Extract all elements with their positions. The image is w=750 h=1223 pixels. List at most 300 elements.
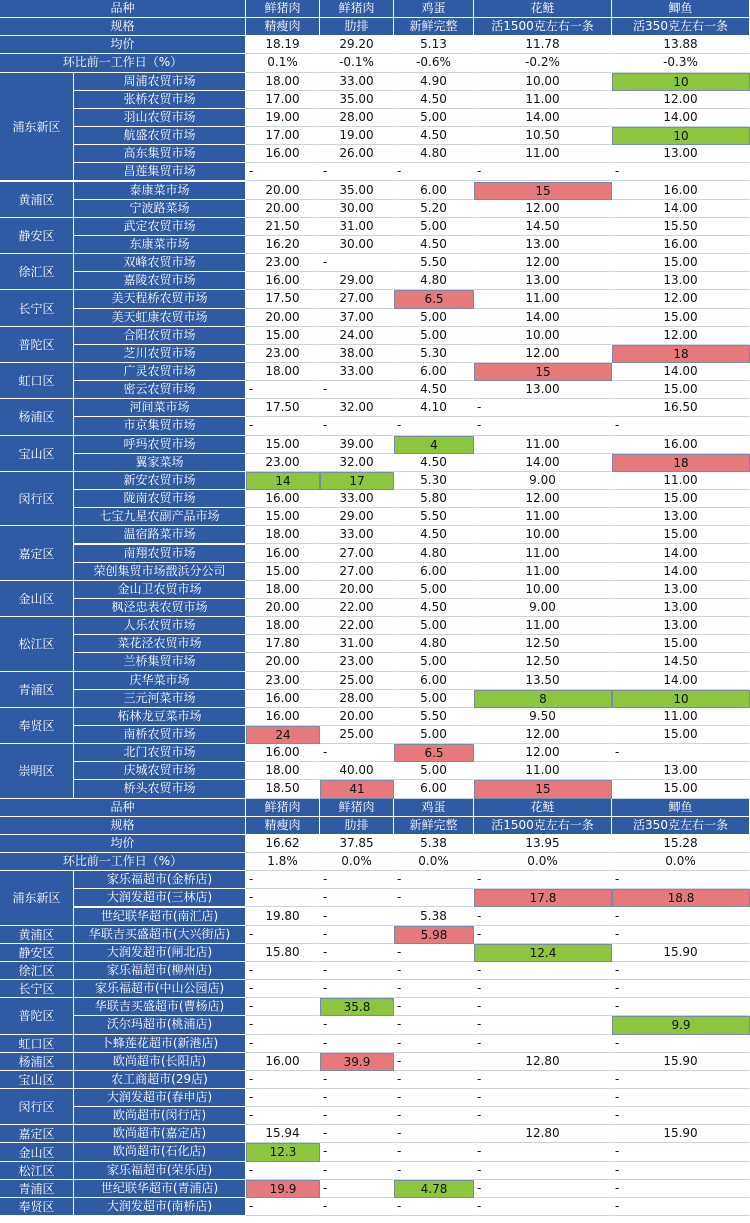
price-cell: 13.00 xyxy=(474,236,612,254)
header-item-row-label: 品种 xyxy=(0,0,246,18)
price-cell: 23.00 xyxy=(320,653,394,671)
market-name: 周浦农贸市场 xyxy=(74,73,246,91)
price-cell: 16.00 xyxy=(246,145,320,163)
district-label: 嘉定区 xyxy=(0,526,74,580)
price-cell: 10 xyxy=(612,690,750,708)
table-row xyxy=(0,218,750,236)
market-name: 昌莲集贸市场 xyxy=(74,163,246,181)
price-cell: 15.00 xyxy=(246,508,320,526)
average-price-row-col-3: 5.38 xyxy=(394,835,474,853)
price-cell: - xyxy=(246,1198,320,1216)
price-cell: 14.00 xyxy=(474,109,612,127)
price-cell: - xyxy=(246,1071,320,1089)
price-cell: 18 xyxy=(612,345,750,363)
price-cell: 6.00 xyxy=(394,672,474,690)
price-cell: 4.50 xyxy=(394,599,474,617)
district-label: 静安区 xyxy=(0,944,74,962)
table-row xyxy=(0,690,750,708)
table-row xyxy=(0,345,750,363)
district-label: 青浦区 xyxy=(0,1180,74,1198)
average-price-row xyxy=(0,36,750,54)
price-cell: 15.80 xyxy=(246,944,320,962)
price-cell: 13.00 xyxy=(612,145,750,163)
table-row xyxy=(0,73,750,91)
price-cell: 27.00 xyxy=(320,545,394,563)
price-cell: 40.00 xyxy=(320,762,394,780)
price-cell: 18.00 xyxy=(246,762,320,780)
price-cell: 4.90 xyxy=(394,73,474,91)
average-price-row-col-4: 11.78 xyxy=(474,36,612,54)
district-label: 闵行区 xyxy=(0,472,74,526)
price-cell: - xyxy=(612,1180,750,1198)
price-cell: 23.00 xyxy=(246,454,320,472)
price-cell: 26.00 xyxy=(320,145,394,163)
change-row-label: 环比前一工作日（%） xyxy=(0,853,246,871)
price-cell: 11.00 xyxy=(474,545,612,563)
price-cell: - xyxy=(246,926,320,944)
price-cell: 13.00 xyxy=(612,762,750,780)
table-row xyxy=(0,163,750,181)
price-cell: 28.00 xyxy=(320,690,394,708)
district-label: 黄浦区 xyxy=(0,926,74,944)
price-cell: 25.00 xyxy=(320,672,394,690)
district-label: 奉贤区 xyxy=(0,708,74,744)
price-cell: 11.00 xyxy=(474,508,612,526)
price-cell: 10 xyxy=(612,73,750,91)
price-cell: - xyxy=(474,417,612,435)
price-cell: 39.9 xyxy=(320,1053,394,1071)
price-cell: 17.00 xyxy=(246,127,320,145)
price-cell: - xyxy=(474,998,612,1016)
header-spec-row-col-3: 新鲜完整 xyxy=(394,18,474,36)
change-row-col-5: -0.3% xyxy=(612,54,750,72)
price-cell: 11.00 xyxy=(612,472,750,490)
price-cell: - xyxy=(394,1162,474,1180)
price-cell: 11.00 xyxy=(474,145,612,163)
price-cell: - xyxy=(394,163,474,181)
price-cell: 14.50 xyxy=(612,653,750,671)
price-cell: 13.00 xyxy=(612,272,750,290)
market-name: 河间菜市场 xyxy=(74,399,246,417)
price-cell: - xyxy=(474,1198,612,1216)
market-name: 欧尚超市(闵行店) xyxy=(74,1107,246,1125)
price-cell: 35.00 xyxy=(320,91,394,109)
price-cell: 16.00 xyxy=(612,182,750,200)
price-cell: 28.00 xyxy=(320,109,394,127)
district-label: 徐汇区 xyxy=(0,962,74,980)
header-spec-row-col-1: 精瘦肉 xyxy=(246,817,320,835)
header-item-row-col-2: 鲜猪肉 xyxy=(320,799,394,817)
table-row xyxy=(0,1089,750,1107)
price-cell: 20.00 xyxy=(246,309,320,327)
price-cell: 10.00 xyxy=(474,73,612,91)
market-name: 美天程桥农贸市场 xyxy=(74,290,246,308)
header-item-row-col-1: 鲜猪肉 xyxy=(246,0,320,18)
price-cell: - xyxy=(474,871,612,889)
table-row xyxy=(0,871,750,889)
price-cell: 14.00 xyxy=(612,672,750,690)
price-cell: - xyxy=(394,417,474,435)
price-cell: 4.50 xyxy=(394,236,474,254)
price-cell: 18.00 xyxy=(246,581,320,599)
table-row xyxy=(0,980,750,998)
price-cell: - xyxy=(246,1016,320,1034)
table-row xyxy=(0,399,750,417)
table-row xyxy=(0,200,750,218)
price-cell: 20.00 xyxy=(246,200,320,218)
district-label: 长宁区 xyxy=(0,980,74,998)
price-cell: 18.00 xyxy=(246,73,320,91)
price-cell: 5.00 xyxy=(394,309,474,327)
district-label: 长宁区 xyxy=(0,290,74,326)
header-spec-row-col-5: 活350克左右一条 xyxy=(612,18,750,36)
table-row xyxy=(0,653,750,671)
price-cell: - xyxy=(474,908,612,926)
average-price-row xyxy=(0,835,750,853)
district-label: 青浦区 xyxy=(0,672,74,708)
district-label: 奉贤区 xyxy=(0,1198,74,1216)
district-label: 宝山区 xyxy=(0,436,74,472)
price-cell: 14.00 xyxy=(612,563,750,581)
market-name: 芝川农贸市场 xyxy=(74,345,246,363)
market-name: 枫泾忠表农贸市场 xyxy=(74,599,246,617)
table-row xyxy=(0,1053,750,1071)
price-cell: 12.80 xyxy=(474,1125,612,1143)
table-row xyxy=(0,236,750,254)
price-cell: 4.78 xyxy=(394,1180,474,1198)
price-cell: - xyxy=(320,1035,394,1053)
header-spec-row-label: 规格 xyxy=(0,18,246,36)
price-cell: 15.00 xyxy=(612,726,750,744)
price-cell: 37.00 xyxy=(320,309,394,327)
price-cell: 39.00 xyxy=(320,436,394,454)
market-name: 东康菜市场 xyxy=(74,236,246,254)
price-cell: - xyxy=(612,871,750,889)
market-name: 合阳农贸市场 xyxy=(74,327,246,345)
change-row-col-4: -0.2% xyxy=(474,54,612,72)
header-spec-row-col-1: 精瘦肉 xyxy=(246,18,320,36)
price-cell: 5.38 xyxy=(394,908,474,926)
market-name: 翼家菜场 xyxy=(74,454,246,472)
price-cell: 15.00 xyxy=(246,563,320,581)
price-cell: - xyxy=(474,1016,612,1034)
table-row xyxy=(0,490,750,508)
price-cell: 13.00 xyxy=(474,381,612,399)
price-cell: 13.50 xyxy=(474,672,612,690)
header-item-row-col-3: 鸡蛋 xyxy=(394,799,474,817)
price-cell: - xyxy=(474,1071,612,1089)
market-name: 双峰农贸市场 xyxy=(74,254,246,272)
price-cell: - xyxy=(394,1071,474,1089)
price-cell: 29.00 xyxy=(320,508,394,526)
change-row-col-4: 0.0% xyxy=(474,853,612,871)
price-cell: 11.00 xyxy=(474,436,612,454)
price-cell: 10.00 xyxy=(474,526,612,544)
price-cell: 15.90 xyxy=(612,1053,750,1071)
market-name: 柘林龙豆菜市场 xyxy=(74,708,246,726)
change-row-col-5: 0.0% xyxy=(612,853,750,871)
price-cell: - xyxy=(394,1053,474,1071)
average-price-row-col-1: 18.19 xyxy=(246,36,320,54)
change-row-col-1: 1.8% xyxy=(246,853,320,871)
price-cell: 5.00 xyxy=(394,218,474,236)
table-row xyxy=(0,744,750,762)
price-cell: 15 xyxy=(474,780,612,798)
market-name: 呼玛农贸市场 xyxy=(74,436,246,454)
price-cell: 25.00 xyxy=(320,726,394,744)
price-cell: 5.00 xyxy=(394,726,474,744)
price-cell: - xyxy=(394,1125,474,1143)
price-cell: 5.98 xyxy=(394,926,474,944)
table-row xyxy=(0,926,750,944)
price-cell: 6.00 xyxy=(394,182,474,200)
market-name: 兰桥集贸市场 xyxy=(74,653,246,671)
table-row xyxy=(0,381,750,399)
district-label: 浦东新区 xyxy=(0,871,74,925)
market-name: 新安农贸市场 xyxy=(74,472,246,490)
market-name: 桥头农贸市场 xyxy=(74,780,246,798)
price-cell: 13.00 xyxy=(612,508,750,526)
table-row xyxy=(0,526,750,544)
table-row xyxy=(0,91,750,109)
price-cell: 9.00 xyxy=(474,472,612,490)
price-cell: - xyxy=(474,1162,612,1180)
market-name: 南桥农贸市场 xyxy=(74,726,246,744)
header-spec-row-col-3: 新鲜完整 xyxy=(394,817,474,835)
market-name: 羽山农贸市场 xyxy=(74,109,246,127)
price-cell: - xyxy=(320,381,394,399)
price-cell: 11.00 xyxy=(474,290,612,308)
market-name: 卜蜂莲花超市(新港店) xyxy=(74,1035,246,1053)
district-label: 闵行区 xyxy=(0,1089,74,1125)
price-cell: - xyxy=(474,1180,612,1198)
price-cell: 15.00 xyxy=(246,436,320,454)
average-price-row-col-2: 29.20 xyxy=(320,36,394,54)
district-label: 普陀区 xyxy=(0,998,74,1034)
price-cell: 14.00 xyxy=(612,109,750,127)
price-cell: 13.00 xyxy=(474,272,612,290)
price-cell: 11.00 xyxy=(474,617,612,635)
price-cell: 20.00 xyxy=(246,653,320,671)
price-cell: 16.00 xyxy=(246,1053,320,1071)
price-cell: 16.00 xyxy=(246,708,320,726)
price-cell: 9.00 xyxy=(474,599,612,617)
average-price-row-col-5: 15.28 xyxy=(612,835,750,853)
price-cell: - xyxy=(320,1016,394,1034)
table-row xyxy=(0,672,750,690)
price-cell: - xyxy=(612,1107,750,1125)
market-name: 欧尚超市(嘉定店) xyxy=(74,1125,246,1143)
market-name: 密云农贸市场 xyxy=(74,381,246,399)
market-name: 宁波路菜场 xyxy=(74,200,246,218)
district-label: 虹口区 xyxy=(0,1035,74,1053)
price-cell: - xyxy=(246,163,320,181)
market-name: 嘉陵农贸市场 xyxy=(74,272,246,290)
district-label: 浦东新区 xyxy=(0,73,74,182)
price-cell: 13.00 xyxy=(612,581,750,599)
price-cell: 30.00 xyxy=(320,236,394,254)
price-cell: 14.00 xyxy=(474,454,612,472)
price-cell: 6.5 xyxy=(394,290,474,308)
price-cell: 15.00 xyxy=(612,780,750,798)
market-name: 世纪联华超市(南汇店) xyxy=(74,908,246,926)
district-label: 松江区 xyxy=(0,1162,74,1180)
table-row xyxy=(0,599,750,617)
table-row xyxy=(0,780,750,798)
price-cell: - xyxy=(612,926,750,944)
market-name: 南翔农贸市场 xyxy=(74,545,246,563)
average-price-row-label: 均价 xyxy=(0,835,246,853)
header-item-row-col-4: 花鲢 xyxy=(474,799,612,817)
change-row-col-2: -0.1% xyxy=(320,54,394,72)
table-row xyxy=(0,1071,750,1089)
price-cell: - xyxy=(320,926,394,944)
market-name: 航盛农贸市场 xyxy=(74,127,246,145)
change-row-col-1: 0.1% xyxy=(246,54,320,72)
price-cell: 12.00 xyxy=(612,91,750,109)
price-cell: 16.00 xyxy=(246,690,320,708)
price-cell: 20.00 xyxy=(246,182,320,200)
price-cell: - xyxy=(246,1035,320,1053)
price-cell: - xyxy=(612,417,750,435)
price-cell: 15.00 xyxy=(246,327,320,345)
price-cell: 4 xyxy=(394,436,474,454)
price-cell: - xyxy=(320,889,394,907)
price-cell: - xyxy=(246,980,320,998)
price-cell: - xyxy=(612,744,750,762)
market-name: 七宝九星农副产品市场 xyxy=(74,508,246,526)
header-spec-row xyxy=(0,18,750,36)
district-label: 虹口区 xyxy=(0,363,74,399)
price-cell: 22.00 xyxy=(320,599,394,617)
price-cell: 32.00 xyxy=(320,399,394,417)
price-cell: - xyxy=(612,1089,750,1107)
price-cell: 6.00 xyxy=(394,780,474,798)
price-cell: - xyxy=(320,980,394,998)
price-cell: 11.00 xyxy=(474,563,612,581)
price-cell: - xyxy=(320,254,394,272)
price-cell: 41 xyxy=(320,780,394,798)
price-cell: - xyxy=(246,871,320,889)
price-cell: 4.80 xyxy=(394,635,474,653)
price-cell: 14.00 xyxy=(612,200,750,218)
price-cell: - xyxy=(474,1035,612,1053)
price-cell: - xyxy=(320,1162,394,1180)
table-row xyxy=(0,436,750,454)
header-spec-row-col-4: 活1500克左右一条 xyxy=(474,18,612,36)
table-row xyxy=(0,563,750,581)
price-cell: 20.00 xyxy=(246,599,320,617)
price-cell: 19.80 xyxy=(246,908,320,926)
price-cell: 27.00 xyxy=(320,290,394,308)
price-cell: 5.00 xyxy=(394,327,474,345)
price-cell: 15.90 xyxy=(612,1125,750,1143)
table-row xyxy=(0,290,750,308)
price-cell: - xyxy=(246,381,320,399)
price-cell: 15.90 xyxy=(612,944,750,962)
price-cell: 15.94 xyxy=(246,1125,320,1143)
price-cell: - xyxy=(320,1180,394,1198)
price-cell: 38.00 xyxy=(320,345,394,363)
price-cell: - xyxy=(394,871,474,889)
price-cell: 15.00 xyxy=(612,490,750,508)
table-row xyxy=(0,581,750,599)
price-cell: 16.00 xyxy=(612,236,750,254)
price-cell: 29.00 xyxy=(320,272,394,290)
price-cell: 16.20 xyxy=(246,236,320,254)
market-name: 人乐农贸市场 xyxy=(74,617,246,635)
price-cell: 14.50 xyxy=(474,218,612,236)
market-name: 家乐福超市(柳州店) xyxy=(74,962,246,980)
change-row xyxy=(0,54,750,72)
price-cell: 6.00 xyxy=(394,363,474,381)
price-cell: 5.00 xyxy=(394,690,474,708)
price-cell: 4.80 xyxy=(394,545,474,563)
table-row xyxy=(0,363,750,381)
average-price-row-col-3: 5.13 xyxy=(394,36,474,54)
price-cell: 16.00 xyxy=(246,744,320,762)
market-name: 家乐福超市(金桥店) xyxy=(74,871,246,889)
price-cell: - xyxy=(394,889,474,907)
price-cell: 27.00 xyxy=(320,563,394,581)
market-name: 庆城农贸市场 xyxy=(74,762,246,780)
table-row xyxy=(0,944,750,962)
price-cell: 13.00 xyxy=(612,599,750,617)
price-cell: 11.00 xyxy=(474,762,612,780)
price-cell: 33.00 xyxy=(320,73,394,91)
price-cell: 12.80 xyxy=(474,1053,612,1071)
price-cell: - xyxy=(246,1089,320,1107)
header-spec-row-label: 规格 xyxy=(0,817,246,835)
market-name: 菜花泾农贸市场 xyxy=(74,635,246,653)
price-cell: 12.00 xyxy=(474,490,612,508)
price-cell: 30.00 xyxy=(320,200,394,218)
price-cell: - xyxy=(394,1089,474,1107)
price-cell: 4.50 xyxy=(394,454,474,472)
price-cell: 24.00 xyxy=(320,327,394,345)
market-name: 农工商超市(29店) xyxy=(74,1071,246,1089)
price-cell: 18.00 xyxy=(246,363,320,381)
market-name: 市京集贸市场 xyxy=(74,417,246,435)
table-row xyxy=(0,327,750,345)
price-cell: 33.00 xyxy=(320,490,394,508)
price-cell: 5.00 xyxy=(394,653,474,671)
price-cell: 17 xyxy=(320,472,394,490)
district-label: 黄浦区 xyxy=(0,182,74,218)
price-cell: - xyxy=(612,998,750,1016)
market-name: 世纪联华超市(青浦店) xyxy=(74,1180,246,1198)
price-cell: 11.00 xyxy=(612,708,750,726)
price-cell: 5.00 xyxy=(394,109,474,127)
price-cell: - xyxy=(612,962,750,980)
price-cell: 15.00 xyxy=(612,635,750,653)
price-cell: - xyxy=(320,1125,394,1143)
header-spec-row xyxy=(0,817,750,835)
price-cell: - xyxy=(394,1016,474,1034)
price-cell: 10.00 xyxy=(474,581,612,599)
price-cell: 14.00 xyxy=(612,363,750,381)
price-cell: 12.00 xyxy=(474,726,612,744)
table-row xyxy=(0,472,750,490)
price-cell: 4.80 xyxy=(394,145,474,163)
price-cell: 8 xyxy=(474,690,612,708)
price-cell: - xyxy=(246,1162,320,1180)
price-cell: 4.10 xyxy=(394,399,474,417)
district-label: 杨浦区 xyxy=(0,399,74,435)
district-label: 宝山区 xyxy=(0,1071,74,1089)
price-cell: 5.50 xyxy=(394,708,474,726)
market-name: 荣创集贸市场戬浜分公司 xyxy=(74,563,246,581)
